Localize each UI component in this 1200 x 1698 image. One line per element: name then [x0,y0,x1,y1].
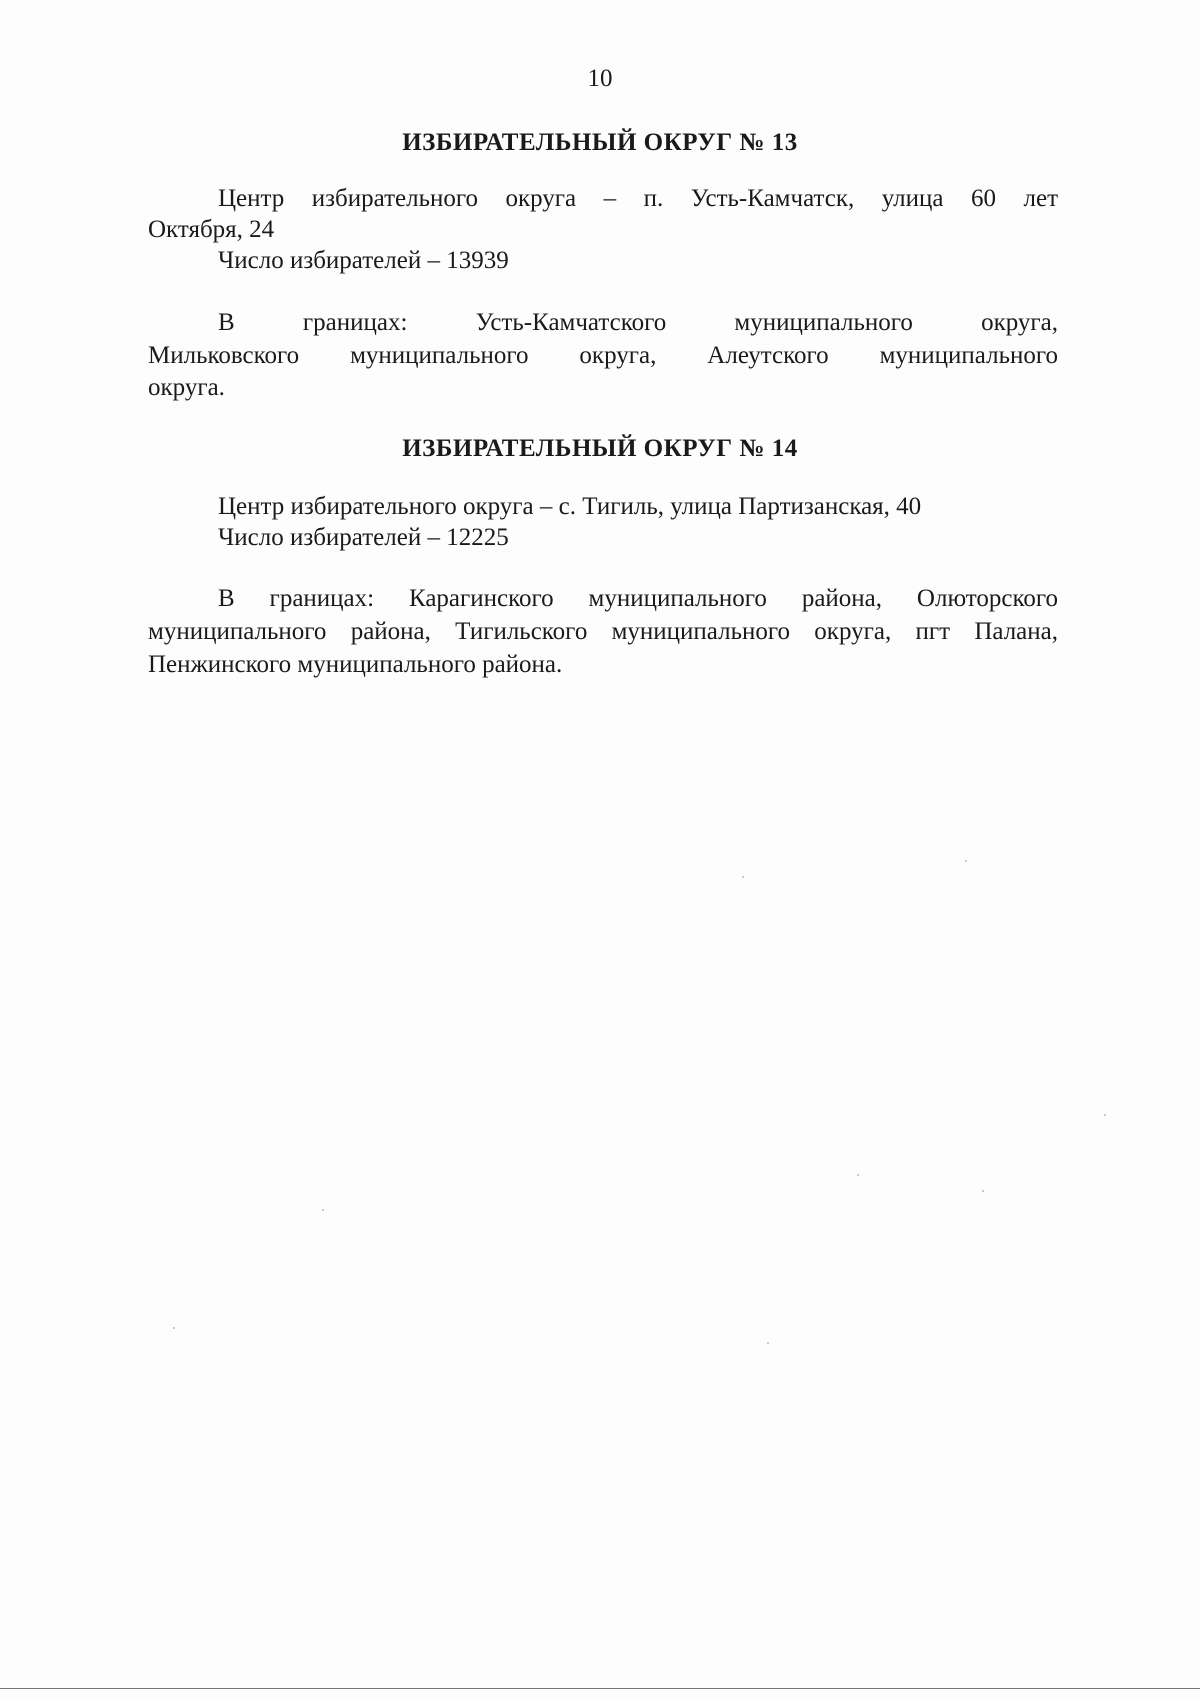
district-13-bounds-line-3: округа. [148,374,225,401]
district-14-voters: Число избирателей – 12225 [218,524,509,551]
district-14-bounds-line-1 [218,584,1058,614]
scan-speck [767,1342,769,1344]
district-13-voters: Число избирателей – 13939 [218,247,509,274]
scan-speck [857,1174,859,1176]
district-14-bounds-line-2 [148,617,1058,647]
scan-speck [965,860,967,862]
district-13-heading: ИЗБИРАТЕЛЬНЫЙ ОКРУГ № 13 [402,129,798,156]
scan-speck [173,1327,175,1329]
district-13-bounds-line-2 [148,341,1058,371]
district-13-bounds-text-1: В границах: Усть-Камчатского муниципального округа, [218,309,1058,336]
district-13-center-line-2: Октября, 24 [148,216,275,243]
bottom-scan-edge [0,1688,1200,1689]
district-13-bounds-text-2: Мильковского муниципального округа, Алеутского муниципального [148,342,1058,369]
district-14-bounds-line-3: Пенжинского муниципального района. [148,651,563,678]
scan-speck [1104,1114,1106,1116]
page-number: 10 [587,65,613,92]
scan-speck [742,876,744,878]
district-13-bounds-line-1 [218,308,1058,338]
district-14-bounds-text-2: муниципального района, Тигильского муниципального округа, пгт Палана, [148,618,1058,645]
district-14-heading: ИЗБИРАТЕЛЬНЫЙ ОКРУГ № 14 [402,435,798,462]
scan-speck [322,1209,324,1211]
district-13-center-line-1 [218,184,1058,214]
district-13-center-text: Центр избирательного округа – п. Усть-Камчатск, улица 60 лет [218,185,1058,212]
district-14-bounds-text-1: В границах: Карагинского муниципального района, Олюторского [218,585,1058,612]
scan-speck [982,1190,984,1192]
district-14-center-line-1: Центр избирательного округа – с. Тигиль, улица Партизанская, 40 [218,493,922,520]
